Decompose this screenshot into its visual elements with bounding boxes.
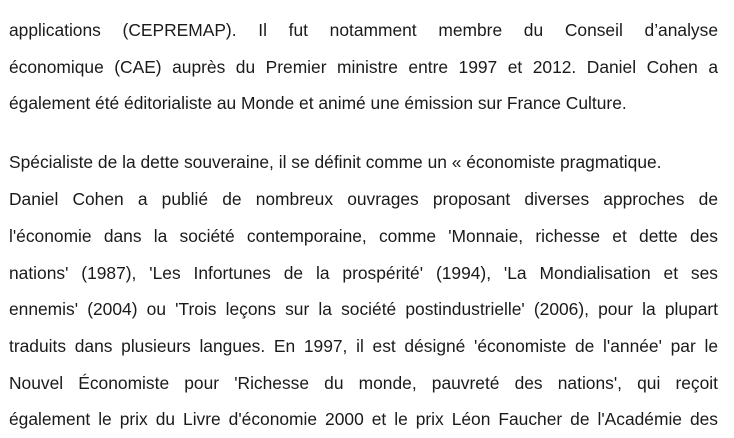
text-line: Nouvel Économiste pour 'Richesse du monde, pauvreté des nations', qui reçoit bbox=[9, 373, 718, 393]
text-line: traduits dans plusieurs langues. En 1997, il est désigné 'économiste de l'année' par le bbox=[9, 336, 718, 356]
text-line: ennemis' (2004) ou 'Trois leçons sur la société postindustrielle' (2006), pour la plupart bbox=[9, 299, 718, 319]
text-line: Spécialiste de la dette souveraine, il se définit comme un « économiste pragmatique. bbox=[9, 152, 662, 172]
text-line: également le prix du Livre d'économie 2000 et le prix Léon Faucher de l'Académie des bbox=[9, 409, 718, 429]
text-line: applications (CEPREMAP). Il fut notamment membre du Conseil d’analyse bbox=[9, 20, 718, 40]
text-line: économique (CAE) auprès du Premier ministre entre 1997 et 2012. Daniel Cohen a bbox=[9, 57, 718, 77]
text-line: également été éditorialiste au Monde et animé une émission sur France Culture. bbox=[9, 93, 627, 113]
text-line: nations' (1987), 'Les Infortunes de la prospérité' (1994), 'La Mondialisation et ses bbox=[9, 263, 718, 283]
text-line: l'économie dans la société contemporaine, comme 'Monnaie, richesse et dette des bbox=[9, 226, 718, 246]
text-line: Daniel Cohen a publié de nombreux ouvrages proposant diverses approches de bbox=[9, 189, 718, 209]
